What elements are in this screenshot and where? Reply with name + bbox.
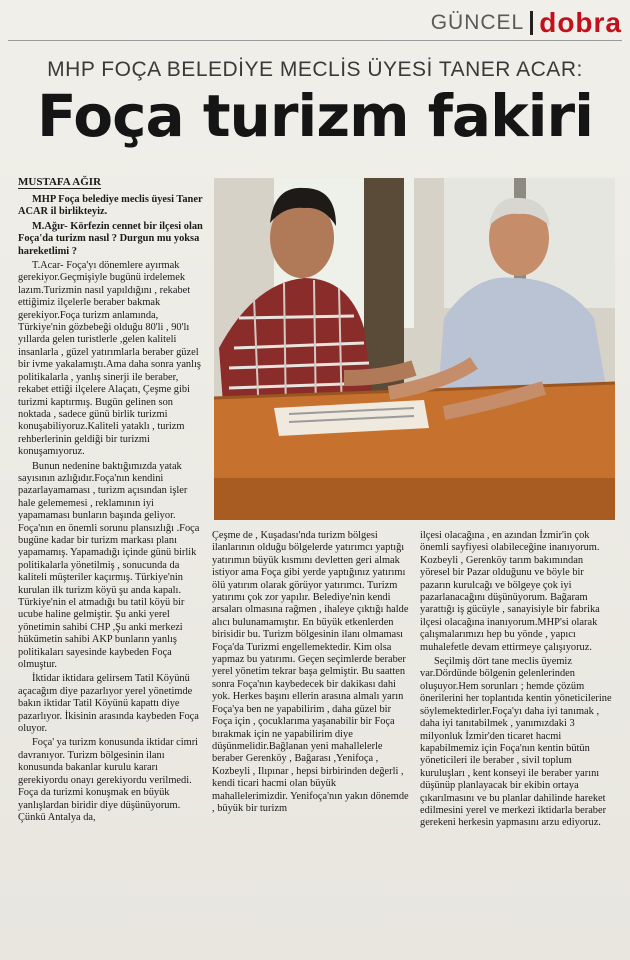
paragraph: T.Acar- Foça'yı dönemlere ayırmak gerekiyor.Geçmişiyle bugünü irdelemek lazım.Turizmin nasıl yapıldığını , rekabet ettiğimiz ilçelerle beraber bakmak gerekiyor.Foça turizm anlamında, Türkiye'nin gözbebeği olduğu 80'li , 90'lı yıllarda gelen turistlerle ,gelen kaliteli insanlarla , güzel yatırımlarla beraber güzel bir ivme yakalamıştı.Ama daha sonra yanlış politikalarla , yanlış sinerji ile beraber, rekabet ettiği ilçelere Alaçatı, Çeşme gibi turizmi kaptırmış. Bugün gelinen son noktada , sadece günü birlik turizmi konuşabiliyoruz.Kaliteli yataklı , turizm rehberlerinin geldiği bir turizmi konuşamıyoruz. xyxy=(18,260,201,458)
paragraph: İktidar iktidara gelirsem Tatil Köyünü açacağım diye pazarlıyor yerel yönetimde bakın iktidar Tatil Köyünü kapattı diye pazarlıyor. İkisinin arasında kaybeden Foça oluyor. xyxy=(18,673,199,735)
headline: Foça turizm fakiri xyxy=(36,82,594,150)
paragraph: Seçilmiş dört tane meclis üyemiz var.Dördünde bölgenin gelenlerinden oluşuyor.Hem sorunları ; hemde çözüm önerilerini her toplantıda kentin yöneticilerine söylemektedirler.Foça'yı daha iyi tanımak , daha iyi tanıtabilmek , yanımızdaki 3 milyonluk İzmir'den ticaret hacmi kapabilmemiz için Foça'nın kentin bütün yöneticileri ile beraber , sivil toplum kuruluşları , kent konseyi ile beraber yarını düşünüp planlayacak bir ekibin ortaya çıkarılmasını ve bu planlar dahilinde hareket edilmesini yerel ve merkezi iktidarla beraber gerekeni herkesin yapmasını arzu ediyoruz. xyxy=(420,656,612,829)
article-column-3 xyxy=(420,530,614,832)
section-label: GÜNCEL xyxy=(431,11,534,35)
paragraph: Bunun nedenine baktığımızda yatak sayısının azlığıdır.Foça'nın kendini pazarlayamaması , turizm açısından işler hale gelememesi , reklamının iyi yapamaması bunların başında geliyor. Foça'nın en önemli sorunu plansızlığı .Foça bugüne kadar bir turizm markası planı yapamamış. Yapamadığı içinde günü birlik politikalarla yönetilmiş , sonucunda da kaliteli müşteriler kaçırmış. Türkiye'nin kurulan ilk turizm köyü şu anda kapalı. Türkiye'nin el atmadığı bu tatil köyü bir ucube haline gelmiştir. Şu anki yerel yönetimin sahibi CHP ,Şu anki merkezi hükümetin sahibi AKP bunların yanlış politikaları sayesinde kaybeden Foça olmuştur. xyxy=(18,460,200,671)
headline-kicker: MHP FOÇA BELEDİYE MECLİS ÜYESİ TANER ACAR: xyxy=(47,58,583,81)
byline: MUSTAFA AĞIR xyxy=(18,176,102,188)
paragraph: Çeşme de , Kuşadası'nda turizm bölgesi ilanlarının olduğu bölgelerde yatırımcı yaptığı yatırımın büyük kısmını devletten geri almak istiyor ama Foça gibi yerde yaptığınız yatırımı ölü yatırım olarak görüyor yatırımcı. Turizm yatırımı çok zor yapılır. Belediye'nin kendi arsaları olmasına rağmen , ihaleye çıktığı halde alıcı bulunamamıştır. En büyük etkenlerden birisidir bu. Turizm bölgesinin ilanı olmaması Foça'da Turizmi engellemektedir. Kim olsa yapmaz bu yatırımı. Geçen seçimlerde beraber yerel yönetim tekrar başa gelmiştir. Bu saatten sonra Foça'nın kaybedecek bir dakikası dahi yok. Herkes başını ellerin arasına almalı yarın Foça'ya ben ne yapabilirim , daha güzel bir Foça için , çocuklarıma yaşanabilir bir Foça bırakmak için ne yapabilirim diye düşünmelidir.Bağlanan yeni mahallelerle beraber Gerenköy , Bağarası ,Yenifoça , Kozbeyli , Ilıpınar , hepsi birbirinden değerli , kendi ticari hacmi olan büyük mahallelerimizdir. Yenifoça'nın yakın dönemde , büyük bir turizm xyxy=(212,530,409,814)
masthead xyxy=(8,6,622,41)
article-column-1 xyxy=(18,194,207,826)
article-column-2 xyxy=(212,530,410,817)
paragraph: ilçesi olacağına , en azından İzmir'in çok önemli sayfiyesi olabileceğine inanıyorum. Kozbeyli , Gerenköy tarım bakımından yöresel bir Pazar olduğunu ve böyle bir pazarın kurulcağı ve bölgeye çok iyi pazarlanacağını düşünüyorum. Bağaram yarattığı iş gücüyle , sanayisiyle bir fabrika ilçesi olacağına inanıyorum.MHP'si olarak çalışmalarımızı hep bu yönde , yapıcı muhalefetle devam ettirmeye çalışıyoruz. xyxy=(420,530,600,653)
paragraph: M.Ağır- Körfezin cennet bir ilçesi olan Foça'da turizm nasıl ? Durgun mu yoksa hareketlimi ? xyxy=(18,220,203,257)
photo-illustration xyxy=(214,178,615,520)
brand-logo: dobra xyxy=(539,7,622,38)
interview-photo xyxy=(214,178,615,520)
paragraph: Foça' ya turizm konusunda iktidar cimri davranıyor. Turizm bölgesinin ilanı konusunda bakanlar kurulu kararı gerekiyordu onayı gerekiyordu verilmedi. Foça da turizmi konuşmak en büyük yanlışlardan biridir diye düşünüyorum. Çünkü Antalya da, xyxy=(18,737,199,823)
paragraph: MHP Foça belediye meclis üyesi Taner ACAR il birlikteyiz. xyxy=(18,194,203,218)
